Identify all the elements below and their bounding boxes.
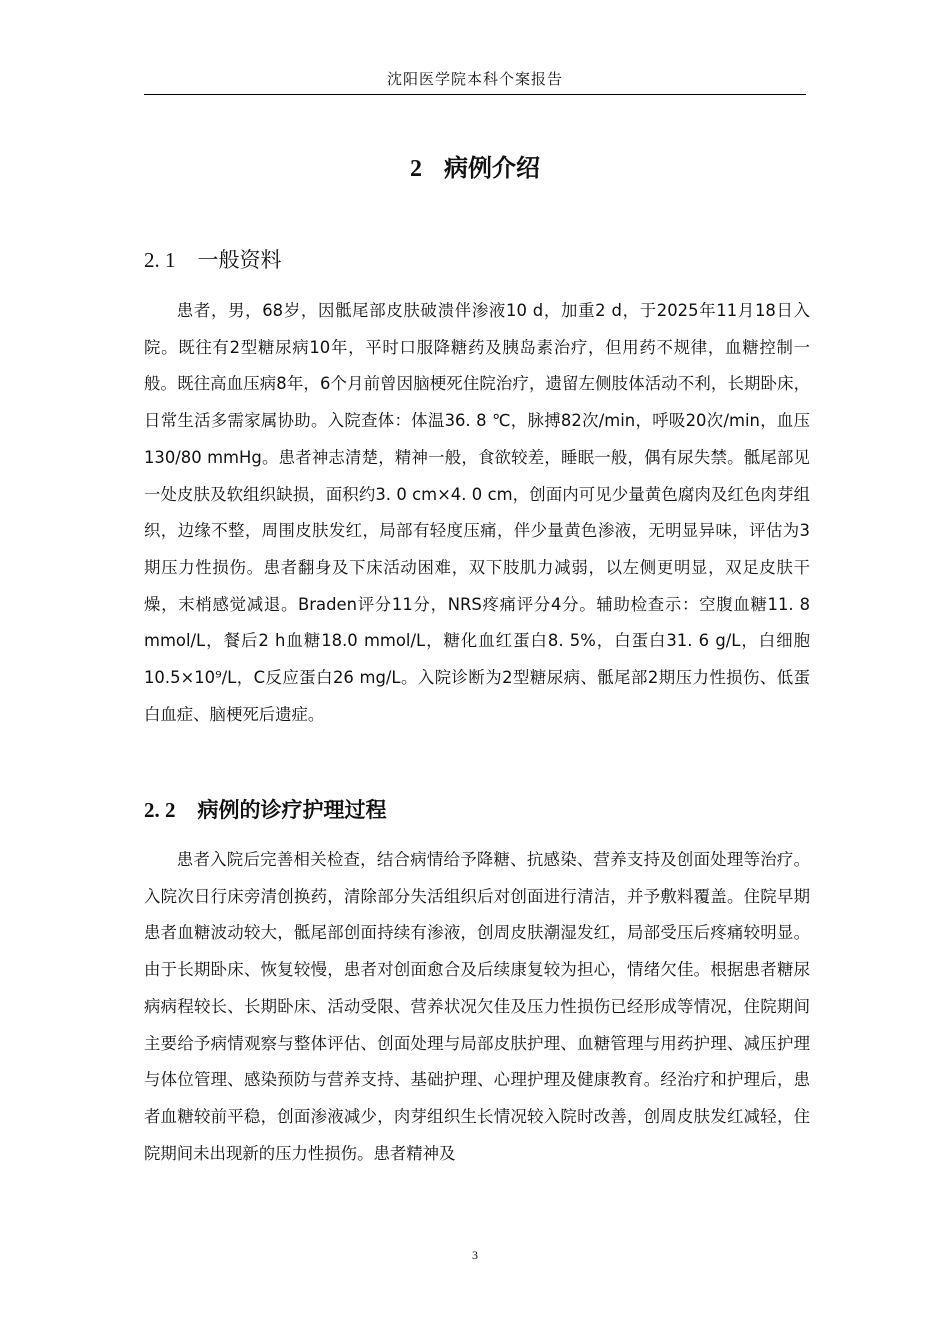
section-title-text: 一般资料 — [197, 248, 282, 272]
running-header: 沈阳医学院本科个案报告 — [144, 68, 806, 95]
body-paragraph-treatment-process: 患者入院后完善相关检查，结合病情给予降糖、抗感染、营养支持及创面处理等治疗。入院次日行床旁清创换药，清除部分失活组织后对创面进行清洁，并予敷料覆盖。住院早期患者血糖波动较大，骶尾部创面持续有渗液，创周皮肤潮湿发红，局部受压后疼痛较明显。由于长期卧床、恢复较慢，患者对创面愈合及后续康复较为担心，情绪欠佳。根据患者糖尿病病程较长、长期卧床、活动受限、营养状况欠佳及压力性损伤已经形成等情况，住院期间主要给予病情观察与整体评估、创面处理与局部皮肤护理、血糖管理与用药护理、减压护理与体位管理、感染预防与营养支持、基础护理、心理护理及健康教育。经治疗和护理后，患者血糖较前平稳，创面渗液减少，肉芽组织生长情况较入院时改善，创周皮肤发红减轻，住院期间未出现新的压力性损伤。患者精神及 — [144, 850, 810, 1163]
chapter-title-text: 病例介绍 — [444, 154, 540, 182]
page-number: 3 — [472, 1248, 478, 1262]
body-paragraph-general-info: 患者，男，68岁，因骶尾部皮肤破溃伴渗液10 d，加重2 d，于2025年11月18日入院。既往有2型糖尿病10年，平时口服降糖药及胰岛素治疗，但用药不规律，血糖控制一般。既往高血压病8年，6个月前曾因脑梗死住院治疗，遗留左侧肢体活动不利，长期卧床，日常生活多需家属协助。入院查体：体温36. 8 ℃，脉搏82次/min，呼吸20次/min，血压130/80 mmHg。患者神志清楚，精神一般，食欲较差，睡眠一般，偶有尿失禁。骶尾部见一处皮肤及软组织缺损，面积约3. 0 cm×4. 0 cm，创面内可见少量黄色腐肉及红色肉芽组织，边缘不整，周围皮肤发红，局部有轻度压痛，伴少量黄色渗液，无明显异味，评估为3期压力性损伤。患者翻身及下床活动困难，双下肢肌力减弱，以左侧更明显，双足皮肤干燥，末梢感觉减退。Braden评分11分，NRS疼痛评分4分。辅助检查示：空腹血糖11. 8 mmol/L，餐后2 h血糖18.0 mmol/L，糖化血红蛋白8. 5%，白蛋白31. 6 g/L，白细胞10.5×10⁹/L，C反应蛋白26 mg/L。入院诊断为2型糖尿病、骶尾部2期压力性损伤、低蛋白血症、脑梗死后遗症。 — [144, 301, 810, 724]
chapter-number: 2 — [410, 156, 422, 182]
section-title-text: 病例的诊疗护理过程 — [197, 798, 387, 822]
chapter-heading — [144, 148, 806, 183]
section-number: 2. 2 — [144, 798, 176, 822]
section-heading-treatment-process — [144, 794, 387, 824]
section-heading-general-info — [144, 244, 282, 274]
section-number: 2. 1 — [144, 248, 176, 272]
